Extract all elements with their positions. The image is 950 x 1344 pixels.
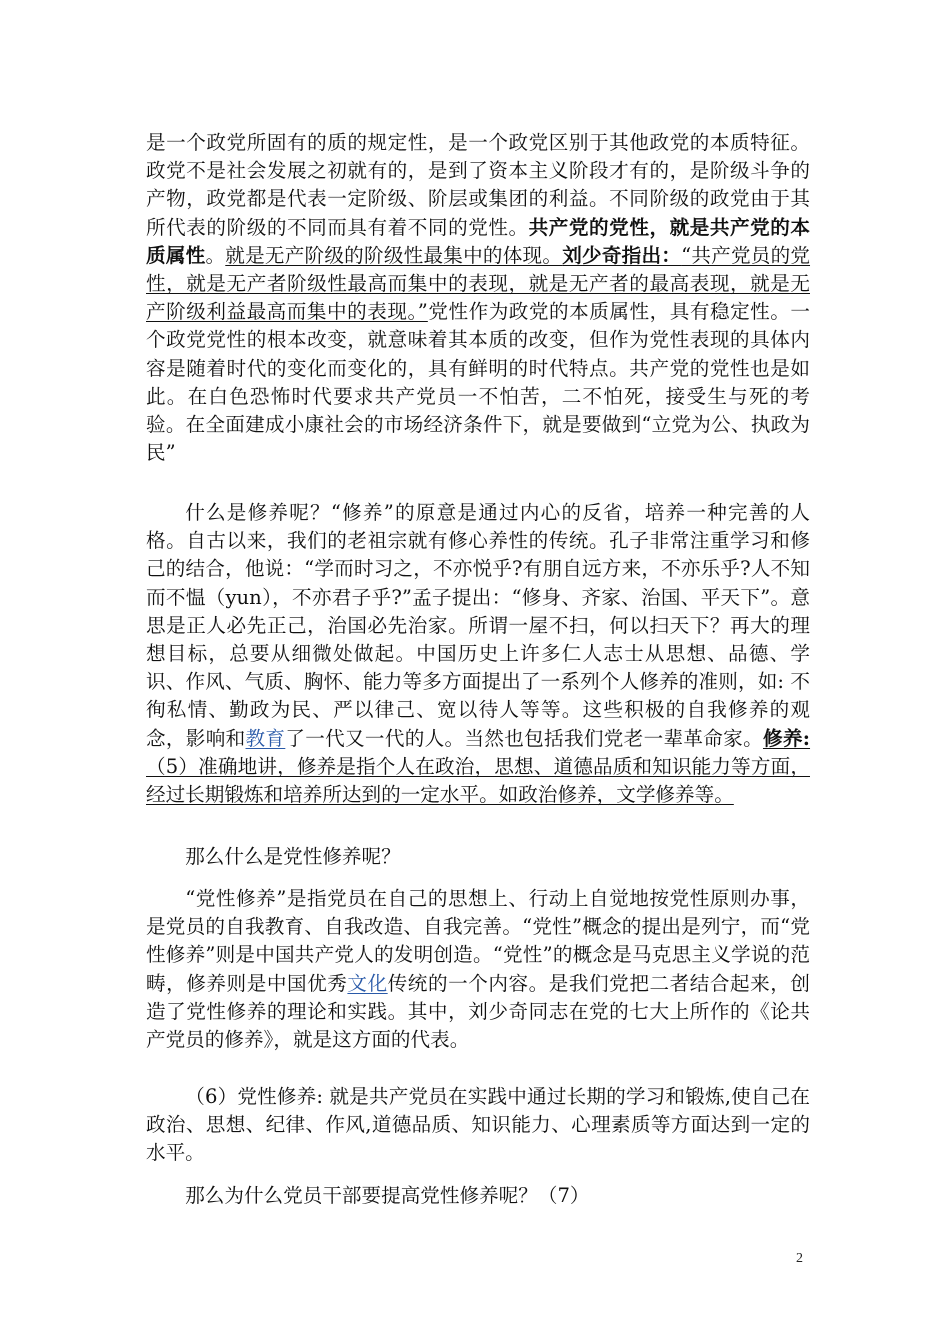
bold-underlined-term: 修养: [762,726,811,750]
bold-statement: 共产党的党性，就是共产党的本质属性 [146,215,811,267]
text-segment: 传统的一个内容。是我们党把二者结合起来，创造了党性修养的理论和实践。其中，刘少奇同志在党的七大上所作的《论共产党员的修养》，就是这方面的代表。 [146,971,811,1052]
text-segment: “党性修养”是指党员在自己的思想上、行动上自觉地按党性原则办事，是党员的自我教育、自我改造、自我完善。“党性”概念的提出是列宁，而“党性修养”则是中国共产党人的发明创造。“党性”的概念是马克思主义学说的范畴，修养则是中国优秀 [146,887,810,995]
education-link[interactable]: 教育 [245,726,286,750]
paragraph-definition-6 [146,1083,810,1168]
paragraph-question-party-cultivation [146,843,810,871]
bold-underlined-speaker: 刘少奇指出： [562,243,682,267]
text-segment: 党性作为政党的本质属性，具有稳定性。一个政党党性的根本改变，就意味着其本质的改变，但作为党性表现的具体内容是随着时代的变化而变化的，具有鲜明的时代特点。共产党的党性也是如此。在白色恐怖时代要求共产党员一不怕苦，二不怕死，接受生与死的考验。在全面建成小康社会的市场经济条件下，就是要做到“立党为公、执政为民” [146,300,811,465]
underlined-definition: （5）准确地讲，修养是指个人在政治，思想、道德品质和知识能力等方面，经过长期锻炼和培养所达到的一定水平。如政治修养，文学修养等。 [146,754,810,807]
question-text: 那么为什么党员干部要提高党性修养呢？（7） [185,1184,590,1207]
paragraph-party-nature [146,129,810,467]
underlined-text: 就是无产阶级的阶级性最集中的体现。 [225,243,563,267]
text-segment: 什么是修养呢？“修养”的原意是通过内心的反省，培养一种完善的人格。自古以来，我们的老祖宗就有修心养性的传统。孔子非常注重学习和修己的结合，他说：“学而时习之，不亦悦乎?有朋自远方来，不亦乐乎?人不知而不愠（yun），不亦君子乎?”孟子提出：“修身、齐家、治国、平天下”。意思是正人必先正己，治国必先治家。所谓一屋不扫，何以扫天下？再大的理想目标，总要从细微处做起。中国历史上许多仁人志士从思想、品德、学识、作风、气质、胸怀、能力等多方面提出了一系列个人修养的准则，如: 不徇私情、勤政为民、严以律己、宽以待人等等。这些积极的自我修养的观念，影响和 [146,501,810,750]
question-text: 那么什么是党性修养呢？ [185,845,401,868]
text-segment: 是一个政党所固有的质的规定性，是一个政党区别于其他政党的本质特征。政党不是社会发展之初就有的，是到了资本主义阶段才有的，是阶级斗争的产物，政党都是代表一定阶级、阶层或集团的利益。不同阶级的政党由于其所代表的阶级的不同而具有着不同的党性。 [146,131,810,239]
culture-link[interactable]: 文化 [347,971,388,995]
text-segment: 。 [205,243,226,267]
definition-text: （6）党性修养: 就是共产党员在实践中通过长期的学习和锻炼,使自己在政治、思想、纪律、作风,道德品质、知识能力、心理素质等方面达到一定的水平。 [146,1085,810,1165]
paragraph-question-7 [146,1182,810,1210]
underlined-quote: “共产党员的党性，就是无产者阶级性最高而集中的表现，就是无产者的最高表现，就是无产阶级利益最高而集中的表现。” [146,243,811,324]
text-segment: 了一代又一代的人。当然也包括我们党老一辈革命家。 [285,726,763,750]
page-number: 2 [796,1251,803,1266]
paragraph-cultivation [146,499,810,809]
paragraph-party-cultivation-definition [146,885,810,1054]
